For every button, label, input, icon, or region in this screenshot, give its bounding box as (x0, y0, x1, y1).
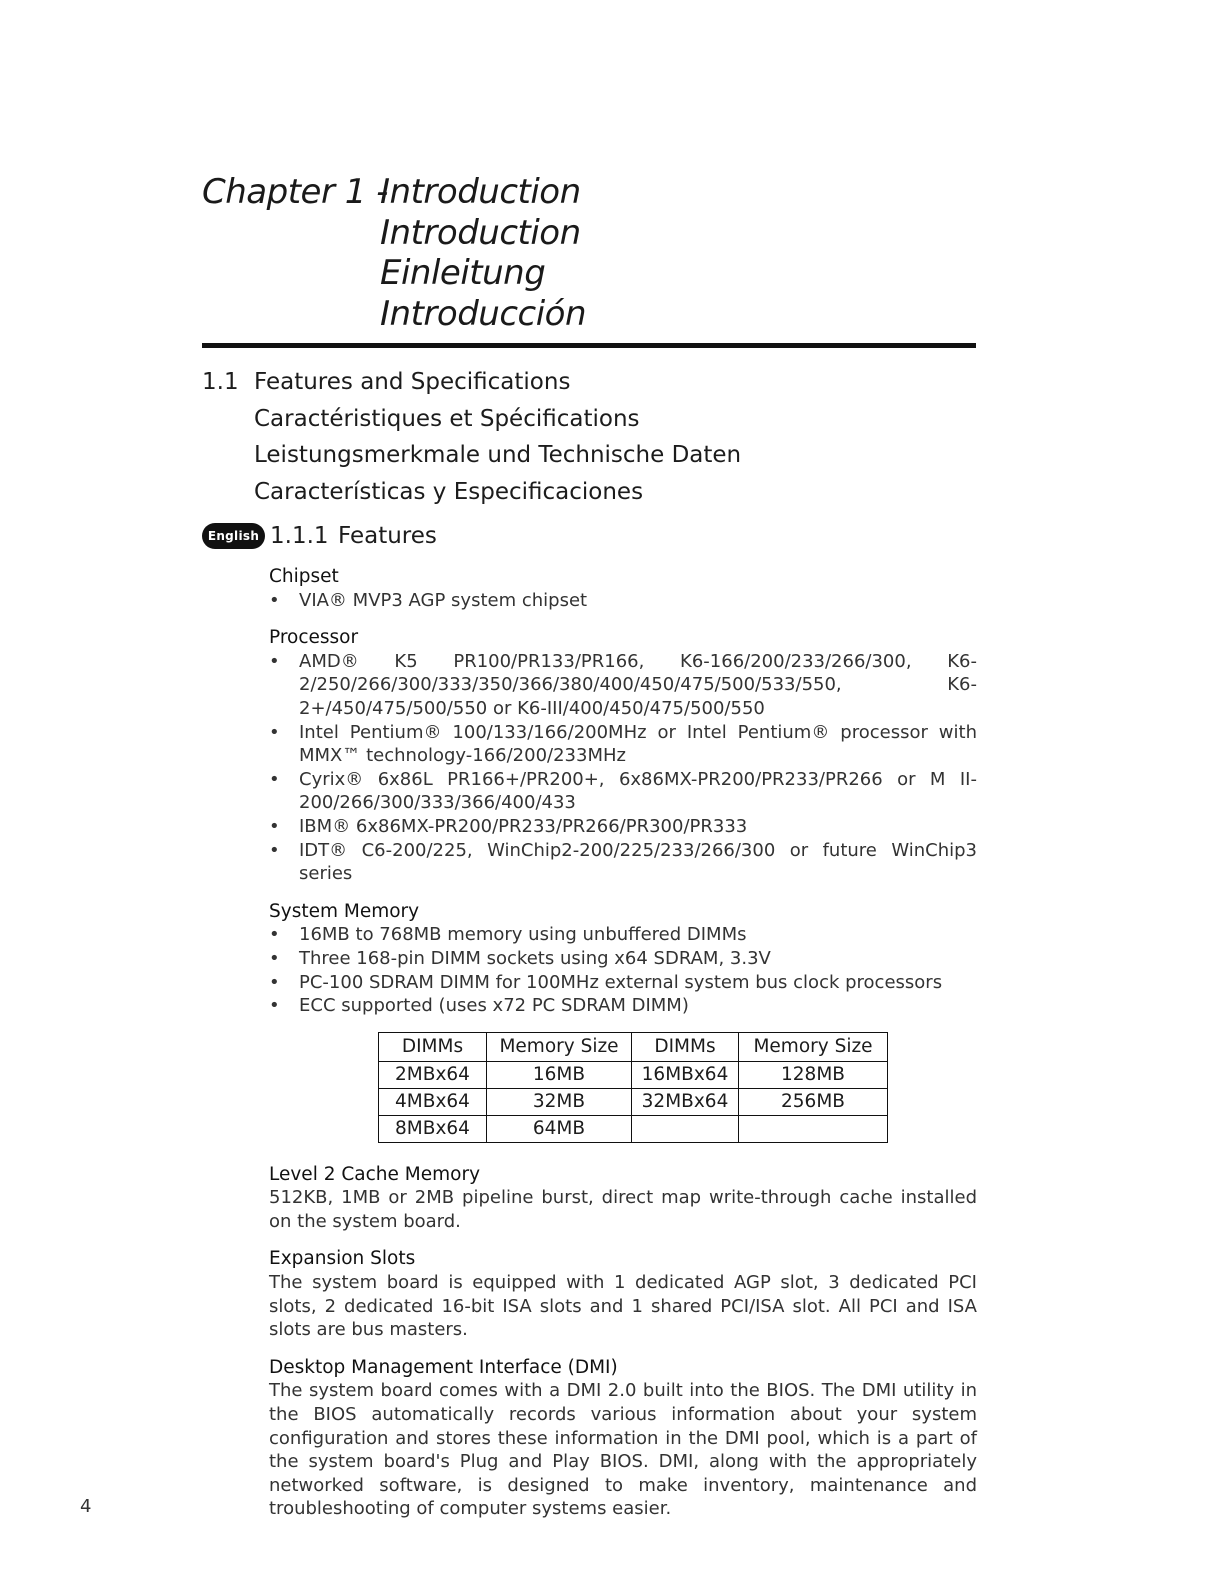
table-header: Memory Size (487, 1032, 632, 1061)
subsection-title: Features (338, 523, 437, 549)
table-cell: 16MB (487, 1061, 632, 1088)
chapter-title-row (202, 172, 586, 213)
section-number: 1.1 (202, 369, 239, 395)
chapter-title-spanish: Introducción (380, 293, 587, 334)
table-cell: 256MB (739, 1088, 888, 1115)
list-item: • Cyrix® 6x86L PR166+/PR200+, 6x86MX-PR200/PR233/PR266 or M II-200/266/300/333/366/400/433 (269, 768, 977, 815)
chapter-title-english: Introduction (380, 172, 581, 212)
l2-cache-text: 512KB, 1MB or 2MB pipeline burst, direct map write-through cache installed on the system board. (269, 1187, 977, 1232)
subsection-number: 1.1.1 (270, 523, 329, 549)
system-memory-heading: System Memory (269, 900, 420, 922)
chapter-title-row (202, 294, 586, 335)
table-cell: 4MBx64 (379, 1088, 487, 1115)
list-item: • 16MB to 768MB memory using unbuffered DIMMs (269, 923, 977, 947)
l2-cache-heading: Level 2 Cache Memory (269, 1163, 481, 1185)
subsection-heading (270, 520, 437, 552)
l2-cache-block (269, 1163, 977, 1234)
section-title-german: Leistungsmerkmale und Technische Daten (254, 442, 742, 468)
processor-heading: Processor (269, 627, 359, 649)
section-heading (202, 364, 741, 510)
table-header: DIMMs (632, 1032, 739, 1061)
section-title-english: Features and Specifications (254, 369, 571, 395)
chapter-title (202, 172, 586, 334)
expansion-slots-text: The system board is equipped with 1 dedicated AGP slot, 3 dedicated PCI slots, 2 dedicated 16-bit ISA slots and 1 shared PCI/ISA slot. All PCI and ISA slots are bus masters. (269, 1272, 977, 1341)
table-header: Memory Size (739, 1032, 888, 1061)
section-title-french: Caractéristiques et Spécifications (254, 405, 640, 432)
system-memory-block (269, 900, 977, 1018)
list-item: • Three 168-pin DIMM sockets using x64 SDRAM, 3.3V (269, 947, 977, 971)
expansion-slots-block (269, 1247, 977, 1341)
list-item: • IDT® C6-200/225, WinChip2-200/225/233/266/300 or future WinChip3 series (269, 839, 977, 886)
language-badge: English (202, 523, 265, 549)
section-heading-row (202, 401, 741, 438)
dmi-block (269, 1356, 977, 1521)
features-content (269, 565, 977, 1535)
dmi-text: The system board comes with a DMI 2.0 built into the BIOS. The DMI utility in the BIOS automatically records various information about your system configuration and stores these information in the DMI pool, which is a part of the system board's Plug and Play BIOS. DMI, along with the appropriately networked software, is designed to make inventory, maintenance and troubleshooting of computer systems easier. (269, 1380, 977, 1520)
list-item: • ECC supported (uses x72 PC SDRAM DIMM) (269, 994, 977, 1018)
list-item: • PC-100 SDRAM DIMM for 100MHz external system bus clock processors (269, 971, 977, 995)
expansion-slots-heading: Expansion Slots (269, 1248, 416, 1270)
processor-block (269, 626, 977, 886)
processor-list (269, 650, 977, 886)
dmi-heading: Desktop Management Interface (DMI) (269, 1356, 618, 1378)
table-cell (739, 1115, 888, 1142)
section-heading-row (202, 364, 741, 401)
chapter-title-row (202, 253, 586, 294)
chapter-title-french: Introduction (380, 212, 581, 253)
table-header: DIMMs (379, 1032, 487, 1061)
table-cell: 16MBx64 (632, 1061, 739, 1088)
table-row (379, 1061, 888, 1088)
table-header-row (379, 1032, 888, 1061)
table-cell: 128MB (739, 1061, 888, 1088)
table-cell (632, 1115, 739, 1142)
table-cell: 8MBx64 (379, 1115, 487, 1142)
section-heading-row (202, 474, 741, 511)
list-item: • Intel Pentium® 100/133/166/200MHz or Intel Pentium® processor with MMX™ technology-166/200/233MHz (269, 721, 977, 768)
system-memory-list (269, 923, 977, 1017)
chapter-divider (202, 343, 976, 348)
list-item: • IBM® 6x86MX-PR200/PR233/PR266/PR300/PR333 (269, 815, 977, 839)
chapter-title-german: Einleitung (380, 253, 546, 293)
list-item: • VIA® MVP3 AGP system chipset (269, 589, 977, 613)
table-cell: 32MBx64 (632, 1088, 739, 1115)
table-cell: 2MBx64 (379, 1061, 487, 1088)
section-heading-row (202, 437, 741, 474)
table-cell: 32MB (487, 1088, 632, 1115)
page-number: 4 (80, 1496, 92, 1517)
table-cell: 64MB (487, 1115, 632, 1142)
memory-table (378, 1032, 888, 1143)
chipset-list (269, 589, 977, 613)
chipset-block (269, 565, 977, 612)
chipset-heading: Chipset (269, 566, 339, 587)
table-row (379, 1115, 888, 1142)
table-row (379, 1088, 888, 1115)
section-title-spanish: Características y Especificaciones (254, 478, 644, 505)
chapter-title-row (202, 213, 586, 254)
list-item: • AMD® K5 PR100/PR133/PR166, K6-166/200/233/266/300, K6-2/250/266/300/333/350/366/380/400/450/475/500/533/550, K6-2+/450/475/500/550 or K6-III/400/450/475/500/550 (269, 650, 977, 721)
chapter-label: Chapter 1 - (202, 172, 388, 212)
